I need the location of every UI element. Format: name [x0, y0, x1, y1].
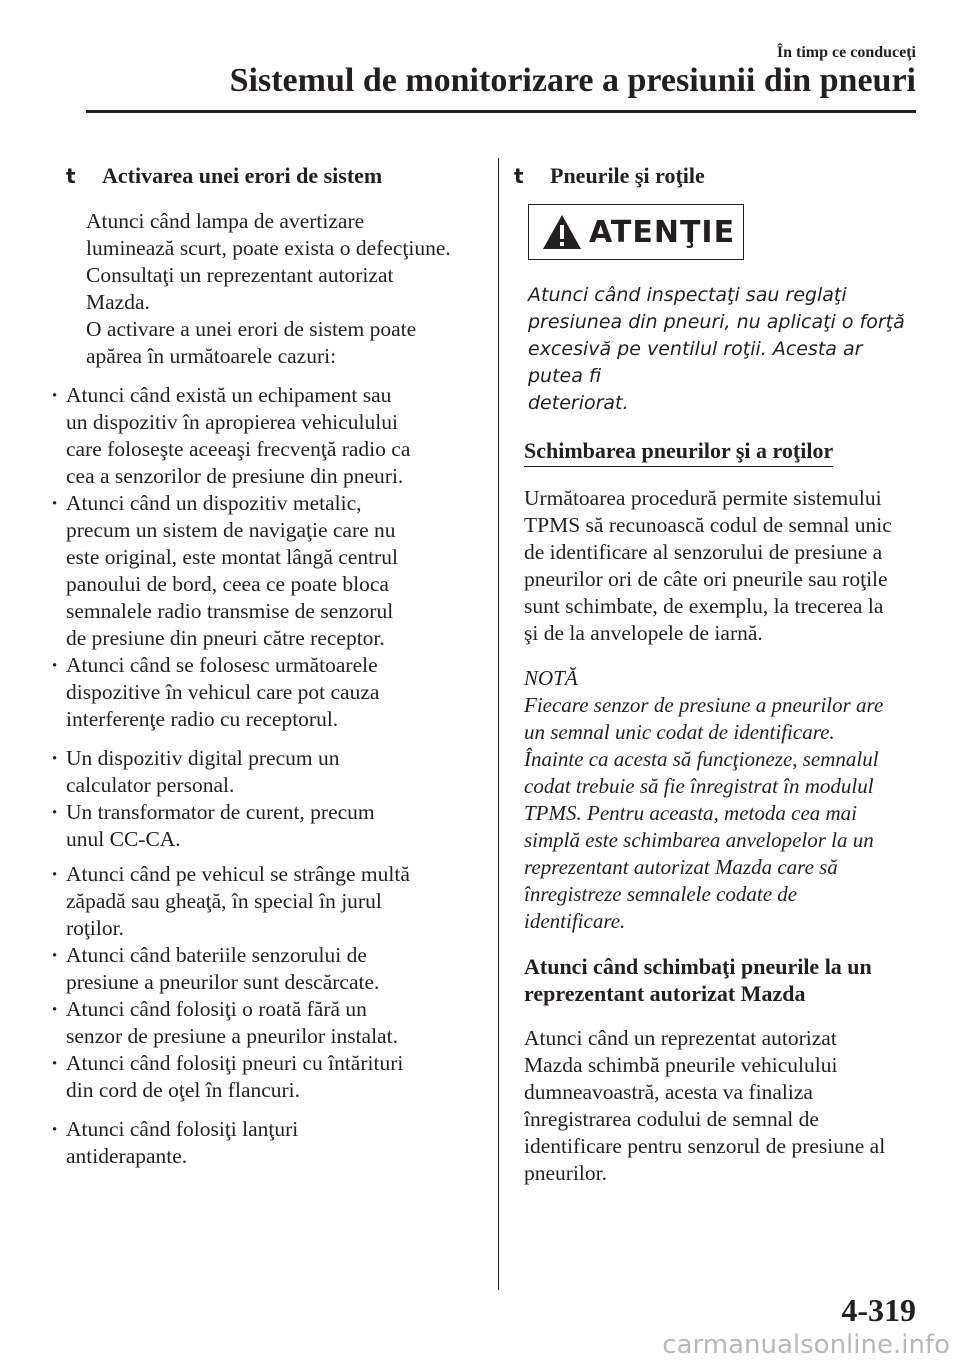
text-line: de presiune din pneuri către receptor. [66, 626, 385, 650]
dealer-paragraph [524, 1025, 916, 1187]
text-line: Mazda. [86, 290, 150, 314]
text-line: înregistreze semnalele codate de [524, 882, 798, 906]
caution-text [528, 282, 916, 417]
text-line: presiunea din pneuri, nu aplicaţi o forţă [528, 311, 905, 333]
text-line: senzor de presiune a pneurilor instalat. [66, 1024, 398, 1048]
text-line: din cord de oţel în flancuri. [66, 1078, 301, 1102]
text-line: · Atunci când un dispozitiv metalic, [66, 491, 362, 515]
warning-triangle-icon [541, 213, 583, 251]
text-line: Mazda schimbă pneurile vehiculului [524, 1053, 838, 1077]
section-heading-text: Pneurile şi roţile [550, 163, 705, 188]
text-line: · Atunci când există un echipament sau [66, 383, 392, 407]
caution-label: ATENŢIE [589, 214, 736, 250]
page-number: 4-319 [841, 1292, 916, 1328]
text-line: pneurilor. [524, 1161, 607, 1185]
left-column [66, 158, 472, 1170]
list-item [66, 799, 472, 853]
text-line: de identificare al senzorului de presiune a [524, 540, 883, 564]
text-line: sunt schimbate, de exemplu, la trecerea la [524, 594, 884, 618]
text-line: · Atunci când bateriile senzorului de [66, 943, 367, 967]
list-item [66, 942, 472, 996]
text-line: zăpadă sau gheaţă, în special în jurul [66, 889, 382, 913]
note-block [524, 665, 916, 935]
subheading-dealer-change [524, 953, 916, 1007]
subheading-changing-tires: Schimbarea pneurilor şi a roţilor [524, 437, 833, 467]
text-line: pneurilor ori de câte ori pneurile sau roţile [524, 567, 888, 591]
text-line: Atunci când un reprezentat autorizat [524, 1026, 837, 1050]
text-line: identificare. [524, 909, 626, 933]
text-line: calculator personal. [66, 773, 235, 797]
section-marker: t [66, 164, 76, 188]
list-item [66, 382, 472, 490]
text-line: excesivă pe ventilul roţii. Acesta ar putea fi [528, 338, 863, 387]
text-line: apărea în următoarele cazuri: [86, 344, 337, 368]
text-line: roţilor. [66, 916, 124, 940]
list-item [66, 490, 472, 652]
list-item [66, 745, 472, 799]
section-marker: t [514, 164, 524, 188]
text-line: semnalele radio transmise de senzorul [66, 599, 394, 623]
text-line: un semnal unic codat de identificare. [524, 720, 835, 744]
text-line: TPMS să recunoască codul de semnal unic [524, 513, 892, 537]
text-line: dispozitive în vehicul care pot cauza [66, 680, 380, 704]
text-line: unul CC-CA. [66, 827, 181, 851]
watermark: carmanualsonline.info [662, 1330, 950, 1360]
text-line: · Atunci când folosiţi o roată fără un [66, 997, 367, 1021]
text-line: · Un transformator de curent, precum [66, 800, 375, 824]
text-line: Atunci când schimbaţi pneurile la un [524, 954, 872, 979]
text-line: Înainte ca acesta să funcţioneze, semnalul [524, 747, 879, 771]
list-item [66, 1116, 472, 1170]
list-item [66, 996, 472, 1050]
caution-box [528, 204, 744, 260]
text-line: · Atunci când pe vehicul se strânge multă [66, 862, 410, 886]
text-line: luminează scurt, poate exista o defecţiune. [86, 236, 451, 260]
text-line: Următoarea procedură permite sistemului [524, 486, 882, 510]
text-line: înregistrarea codului de semnal de [524, 1107, 819, 1131]
text-line: şi de la anvelopele de iarnă. [524, 621, 763, 645]
note-label: NOTĂ [524, 666, 578, 690]
section-heading-text: Activarea unei erori de sistem [102, 163, 383, 188]
intro-paragraph [66, 208, 472, 370]
text-line: reprezentant autorizat Mazda care să [524, 855, 838, 879]
text-line: panoului de bord, ceea ce poate bloca [66, 572, 389, 596]
bullet-list-more-causes [66, 861, 472, 1104]
section-heading-tires-wheels [514, 158, 916, 194]
procedure-paragraph [524, 485, 916, 647]
text-line: simplă este schimbarea anvelopelor la un [524, 828, 874, 852]
text-line: dumneavoastră, acesta va finaliza [524, 1080, 813, 1104]
text-line: interferenţe radio cu receptorul. [66, 707, 339, 731]
text-line: reprezentant autorizat Mazda [524, 981, 806, 1006]
text-line: · Un dispozitiv digital precum un [66, 746, 340, 770]
section-heading-system-error [66, 158, 472, 194]
text-line: este original, este montat lângă centrul [66, 545, 398, 569]
text-line: Consultaţi un reprezentant autorizat [86, 263, 394, 287]
text-line: deteriorat. [528, 392, 629, 414]
list-item [66, 652, 472, 733]
text-line: · Atunci când se folosesc următoarele [66, 653, 378, 677]
text-line: identificare pentru senzorul de presiune al [524, 1134, 886, 1158]
list-item [66, 861, 472, 942]
page-title: Sistemul de monitorizare a presiunii din pneuri [229, 62, 916, 99]
bullet-list-chains [66, 1116, 472, 1170]
text-line: presiune a pneurilor sunt descărcate. [66, 970, 380, 994]
text-line: codat trebuie să fie înregistrat în modulul [524, 774, 874, 798]
text-line: · Atunci când folosiţi lanţuri [66, 1117, 299, 1141]
text-line: un dispozitiv în apropierea vehiculului [66, 410, 398, 434]
list-item [66, 1050, 472, 1104]
text-line: Fiecare senzor de presiune a pneurilor are [524, 693, 884, 717]
text-line: Atunci când lampa de avertizare [86, 209, 365, 233]
text-line: · Atunci când folosiţi pneuri cu întărituri [66, 1051, 404, 1075]
bullet-list-causes [66, 382, 472, 733]
header-subtitle: În timp ce conduceţi [776, 44, 916, 61]
column-divider [498, 158, 499, 1290]
text-line: O activare a unei erori de sistem poate [86, 317, 417, 341]
header-rule [86, 110, 916, 113]
text-line: precum un sistem de navigaţie care nu [66, 518, 396, 542]
text-line: TPMS. Pentru aceasta, metoda cea mai [524, 801, 858, 825]
text-line: Atunci când inspectaţi sau reglaţi [528, 284, 847, 306]
right-column [514, 158, 916, 1187]
text-line: care foloseşte aceeaşi frecvenţă radio ca [66, 437, 411, 461]
text-line: antiderapante. [66, 1144, 188, 1168]
text-line: cea a senzorilor de presiune din pneuri. [66, 464, 404, 488]
sub-bullet-list [66, 745, 472, 853]
